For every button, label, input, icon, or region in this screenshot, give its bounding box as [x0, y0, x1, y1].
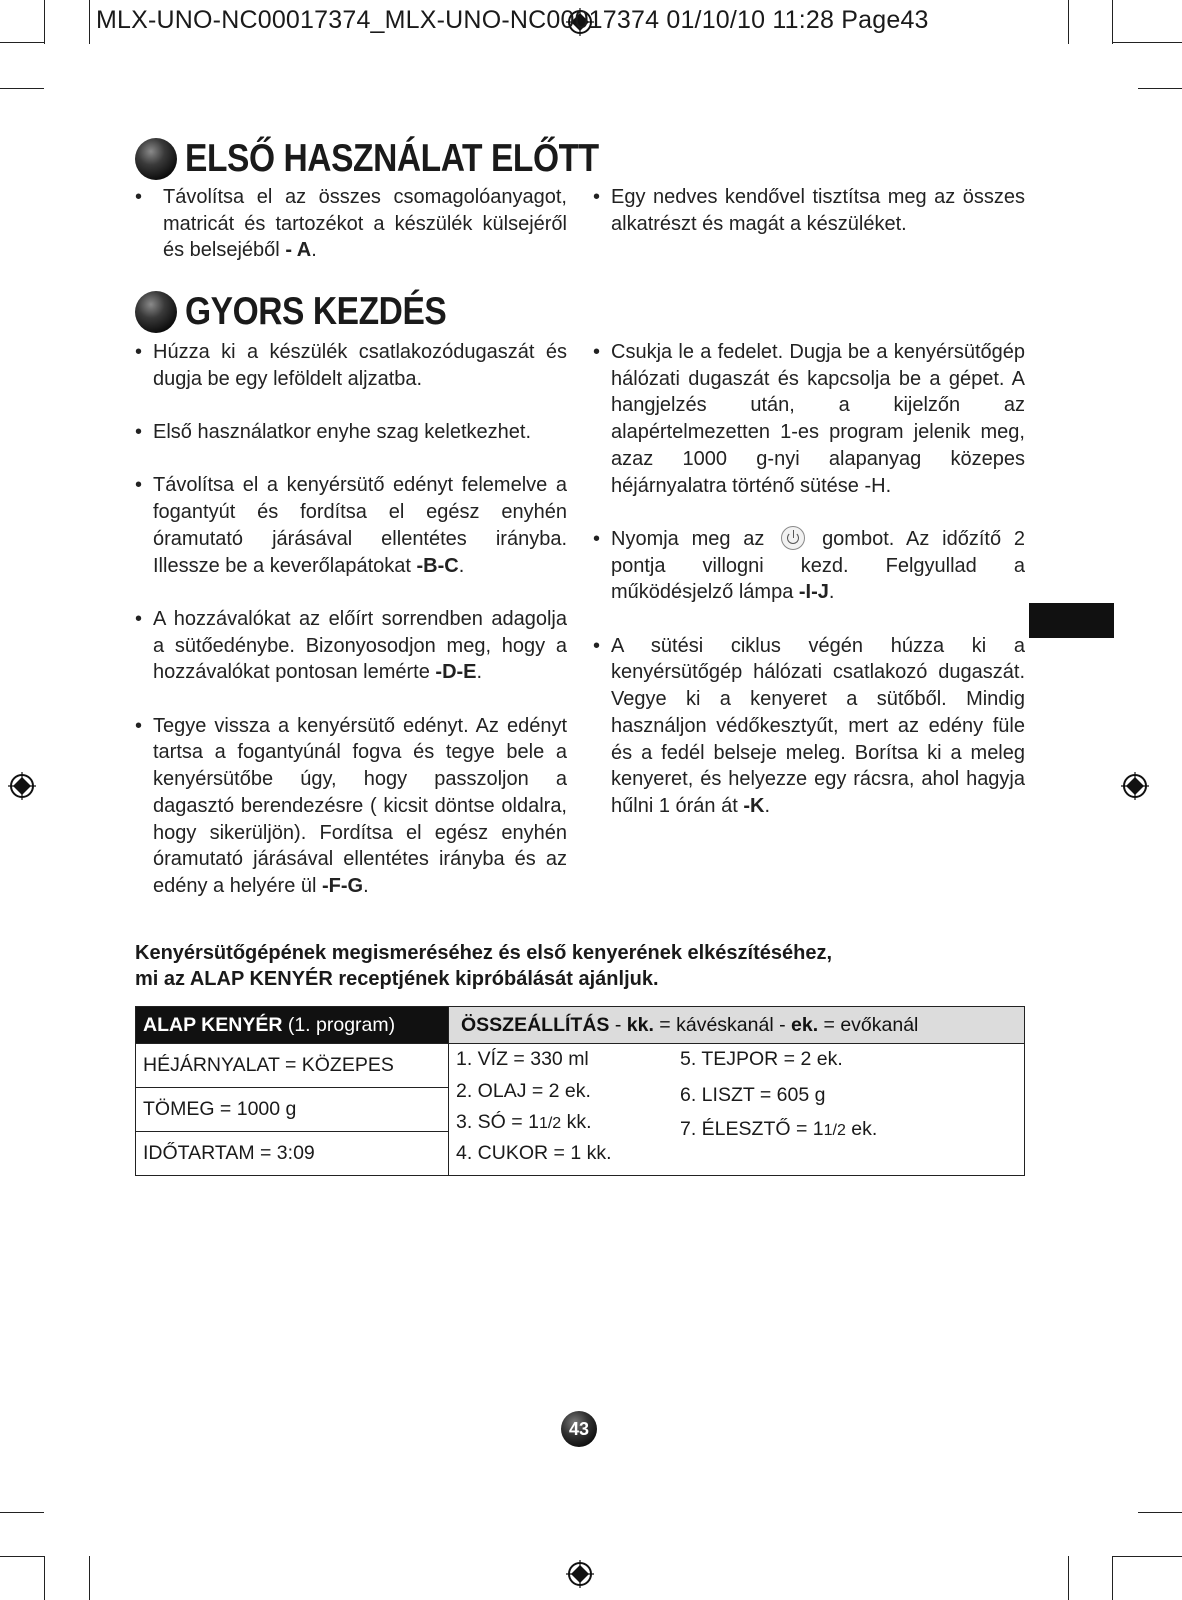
section-title-text: GYORS KEZDÉS: [185, 290, 447, 333]
list-item: • Tegye vissza a kenyérsütő edényt. Az edényt tartsa a fogantyúnál fogva és tegye bele a kenyérsütőbe úgy, hogy passzoljon a dagasztó berendezésre ( kicsit döntse oldalra, hogy sikerüljön). Fordítsa el egész enyhén óramutató járásával ellentétes irányba és az edény a helyére ül -F-G.: [135, 714, 567, 897]
ingredient-item: 2. OLAJ = 2 ek.: [456, 1080, 591, 1102]
crop-mark: [0, 1512, 44, 1513]
language-side-tab: [1029, 603, 1114, 638]
crop-mark: [1068, 0, 1069, 44]
crop-mark: [44, 0, 45, 44]
list-item: • Első használatkor enyhe szag keletkezhet.: [135, 421, 531, 444]
registration-mark-icon: [1121, 772, 1149, 800]
ingredients-cell: [449, 1044, 1025, 1176]
ingredient-item: 3. SÓ = 11/2 kk.: [456, 1111, 592, 1133]
section-bullet-icon: [135, 138, 177, 180]
section-title-quick-start: [135, 290, 489, 334]
list-item: • Húzza ki a készülék csatlakozódugaszát és dugja be egy leföldelt aljzatba.: [135, 341, 567, 390]
section-bullet-icon: [135, 291, 177, 333]
crop-mark: [0, 1556, 44, 1557]
ingredient-item: 1. VÍZ = 330 ml: [456, 1048, 589, 1070]
section2-left-column: [135, 339, 567, 926]
table-header-row: [136, 1007, 1025, 1044]
crop-mark: [1112, 1556, 1113, 1600]
crop-mark: [1138, 88, 1182, 89]
list-item: • Távolítsa el a kenyérsütő edényt felemelve a fogantyút és fordítsa el egész enyhén óramutató járásával ellentétes irányba. Illessze be a keverőlapátokat -B-C.: [135, 474, 567, 577]
section1-right-column: [593, 184, 1025, 264]
crop-mark: [89, 1556, 90, 1600]
list-item: • Egy nedves kendővel tisztítsa meg az összes alkatrészt és magát a készüléket.: [593, 186, 1025, 235]
crop-mark: [89, 0, 90, 44]
crop-mark: [1138, 1512, 1182, 1513]
print-slug-header: MLX-UNO-NC00017374_MLX-UNO-NC00017374 01/10/10 11:28 Page43: [96, 6, 929, 34]
section1-left-column: [135, 184, 567, 291]
ingredient-item: 7. ÉLESZTŐ = 11/2 ek.: [680, 1118, 878, 1140]
section-title-first-use: [135, 137, 666, 181]
section2-right-column: [593, 339, 1025, 846]
list-item: • Távolítsa el az összes csomagolóanyagot, matricát és tartozékot a készülék külsejéről és belsejéből - A.: [135, 186, 567, 262]
crop-mark: [1112, 42, 1182, 43]
weight-cell: TÖMEG = 1000 g: [136, 1088, 449, 1132]
ingredient-item: 6. LISZT = 605 g: [680, 1084, 826, 1106]
list-item: • A sütési ciklus végén húzza ki a kenyérsütőgép hálózati csatlakozó dugaszát. Vegye ki a kenyeret a sütőből. Mindig használjon védőkesztyűt, mert az edény füle és a fedél belseje meleg. Borítsa ki a meleg kenyeret, és helyezze egy rácsra, ahol hagyja hűlni 1 órán át -K.: [593, 634, 1025, 817]
crop-mark: [44, 1556, 45, 1600]
crust-cell: HÉJÁRNYALAT = KÖZEPES: [136, 1044, 449, 1088]
list-item: • Nyomja meg az gombot. Az időzítő 2 pontja villogni kezd. Felgyullad a működésjelző lámpa -I-J.: [593, 527, 1026, 604]
crop-mark: [1068, 1556, 1069, 1600]
section-title-text: ELSŐ HASZNÁLAT ELŐTT: [185, 137, 599, 180]
page-number-badge: 43: [561, 1411, 597, 1447]
registration-mark-icon: [8, 772, 36, 800]
recipe-name-cell: ALAP KENYÉR (1. program): [136, 1007, 449, 1044]
crop-mark: [1112, 1556, 1182, 1557]
table-row: [136, 1044, 1025, 1088]
recipe-table: [135, 1006, 1025, 1176]
composition-header-cell: ÖSSZEÁLLÍTÁS - kk. = kávéskanál - ek. = evőkanál: [449, 1007, 1025, 1044]
list-item: • Csukja le a fedelet. Dugja be a kenyérsütőgép hálózati dugaszát és kapcsolja be a gépet. A hangjelzés után, a kijelzőn az alapértelmezetten 1-es program jelenik meg, azaz 1000 g-nyi alapanyag közepes héjárnyalatra történő sütése -H.: [593, 341, 1025, 497]
power-button-icon: [781, 526, 805, 550]
registration-mark-icon: [566, 1560, 594, 1588]
recipe-intro: Kenyérsütőgépének megismeréséhez és első kenyerének elkészítéséhez, mi az ALAP KENYÉR receptjének kipróbálását ajánljuk.: [135, 942, 833, 990]
duration-cell: IDŐTARTAM = 3:09: [136, 1132, 449, 1176]
crop-mark: [0, 42, 44, 43]
ingredient-item: 5. TEJPOR = 2 ek.: [680, 1048, 843, 1070]
crop-mark: [1112, 0, 1113, 44]
ingredient-item: 4. CUKOR = 1 kk.: [456, 1142, 612, 1164]
crop-mark: [0, 88, 44, 89]
list-item: • A hozzávalókat az előírt sorrendben adagolja a sütőedénybe. Bizonyosodjon meg, hogy a hozzávalókat pontosan lemérte -D-E.: [135, 607, 567, 684]
